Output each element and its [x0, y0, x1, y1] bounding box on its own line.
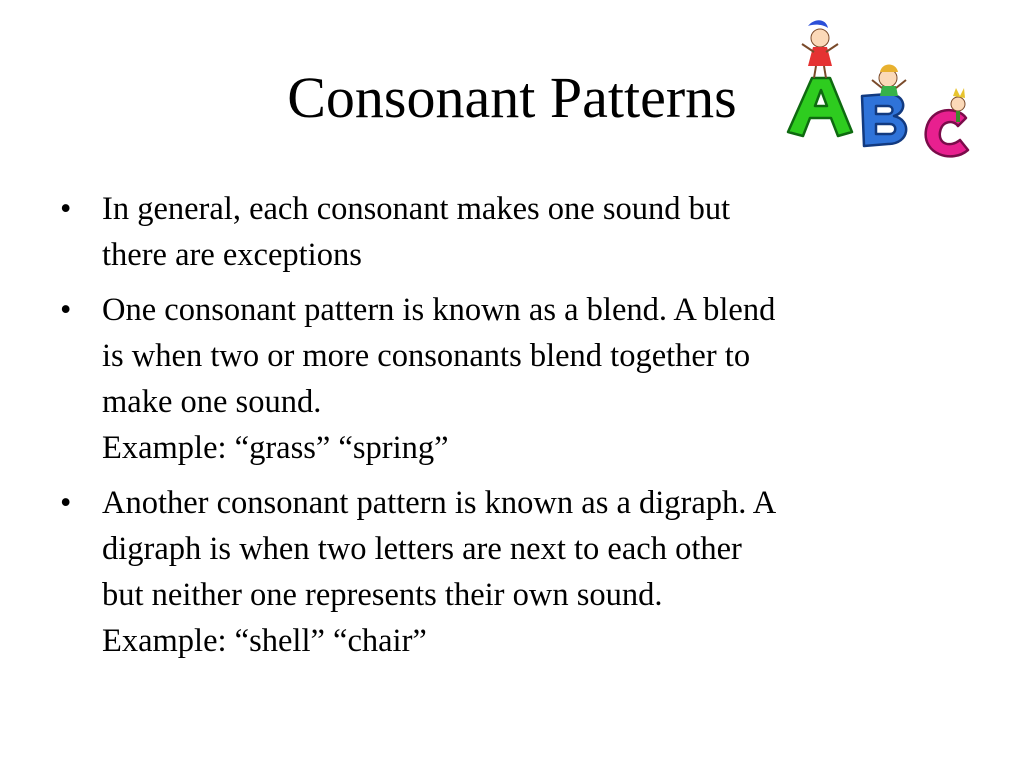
- letter-c-graphic: [926, 110, 968, 156]
- bullet-marker: •: [60, 292, 72, 328]
- bullet-list: [60, 186, 970, 673]
- bullet-text-line: there are exceptions: [102, 237, 362, 273]
- bullet-text-line: is when two or more consonants blend together to: [102, 338, 751, 374]
- bullet-item-blend: [60, 287, 970, 471]
- bullet-marker: •: [60, 485, 72, 521]
- bullet-example-line: Example: “grass” “spring”: [102, 430, 449, 466]
- bullet-item-digraph: [60, 480, 970, 664]
- letter-b-graphic: [862, 94, 906, 146]
- girl-figure-icon: [802, 20, 838, 78]
- abc-kids-clipart: [770, 14, 990, 179]
- bullet-item-general: [60, 186, 970, 278]
- bullet-text-line: digraph is when two letters are next to each other: [102, 531, 742, 567]
- slide-title: Consonant Patterns: [287, 65, 737, 130]
- bullet-text-line: Another consonant pattern is known as a digraph. A: [102, 485, 777, 521]
- boy-figure-icon: [872, 65, 906, 97]
- bullet-text-line: In general, each consonant makes one sound but: [102, 191, 731, 227]
- bullet-text-line: One consonant pattern is known as a blend. A blend: [102, 292, 776, 328]
- bullet-text-line: but neither one represents their own sound.: [102, 577, 663, 613]
- bullet-text-line: make one sound.: [102, 384, 322, 420]
- bullet-example-line: Example: “shell” “chair”: [102, 623, 427, 659]
- bullet-marker: •: [60, 191, 72, 227]
- letter-a-graphic: [788, 78, 852, 136]
